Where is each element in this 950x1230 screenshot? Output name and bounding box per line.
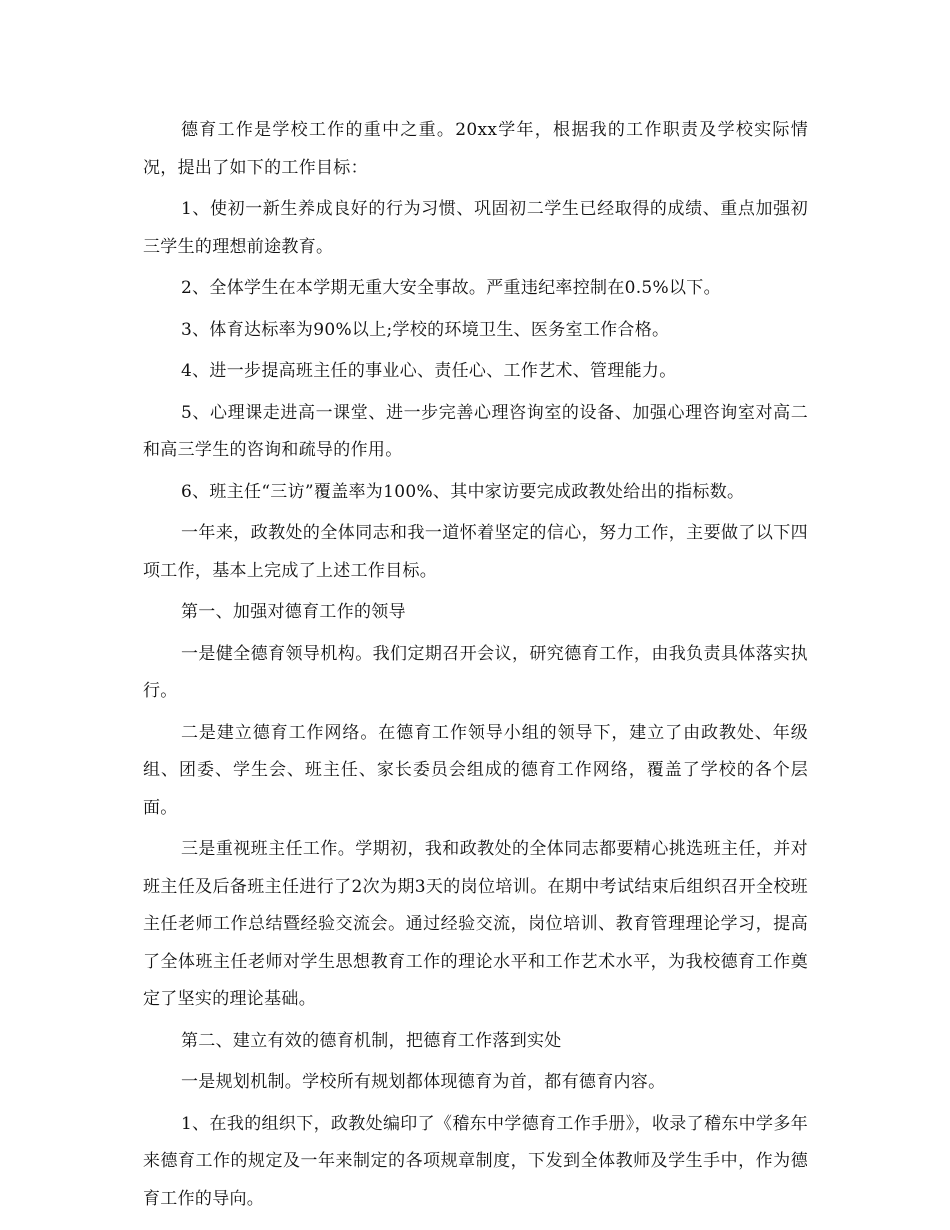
paragraph-leadership-3: 三是重视班主任工作。学期初，我和政教处的全体同志都要精心挑选班主任，并对班主任及后备班主任进行了2次为期3天的岗位培训。在期中考试结束后组织召开全校班主任老师工作总结暨经验交流会。通过经验交流，岗位培训、教育管理理论学习，提高了全体班主任老师对学生思想教育工作的理论水平和工作艺术水平，为我校德育工作奠定了坚实的理论基础。 [143, 839, 808, 1009]
paragraph-goal-1: 1、使初一新生养成良好的行为习惯、巩固初二学生已经取得的成绩、重点加强初三学生的理想前途教育。 [143, 199, 808, 257]
paragraph-summary: 一年来，政教处的全体同志和我一道怀着坚定的信心，努力工作，主要做了以下四项工作，基本上完成了上述工作目标。 [143, 523, 808, 581]
paragraph-goal-4: 4、进一步提高班主任的事业心、责任心、工作艺术、管理能力。 [181, 361, 677, 381]
paragraph-goal-2: 2、全体学生在本学期无重大安全事故。严重违纪率控制在0.5%以下。 [181, 278, 721, 298]
paragraph-leadership-1: 一是健全德育领导机构。我们定期召开会议，研究德育工作，由我负责具体落实执行。 [143, 643, 808, 701]
paragraph-leadership-2: 二是建立德育工作网络。在德育工作领导小组的领导下，建立了由政教处、年级组、团委、学生会、班主任、家长委员会组成的德育工作网络，覆盖了学校的各个层面。 [143, 722, 808, 818]
paragraph-goal-6: 6、班主任“三访”覆盖率为100%、其中家访要完成政教处给出的指标数。 [181, 481, 745, 502]
paragraph-goal-3: 3、体育达标率为90%以上;学校的环境卫生、医务室工作合格。 [181, 319, 670, 340]
section-heading-first: 第一、加强对德育工作的领导 [181, 602, 406, 622]
section-heading-second: 第二、建立有效的德育机制，把德育工作落到实处 [181, 1030, 562, 1051]
paragraph-mechanism-1: 一是规划机制。学校所有规划都体现德育为首，都有德育内容。 [181, 1072, 666, 1092]
paragraph-goal-5: 5、心理课走进高一课堂、进一步完善心理咨询室的设备、加强心理咨询室对高二和高三学生的咨询和疏导的作用。 [143, 402, 808, 460]
document-body [143, 112, 808, 1222]
paragraph-mechanism-handbook: 1、在我的组织下，政教处编印了《稽东中学德育工作手册》，收录了稽东中学多年来德育工作的规定及一年来制定的各项规章制度，下发到全体教师及学生手中，作为德育工作的导向。 [143, 1113, 808, 1209]
paragraph-intro: 德育工作是学校工作的重中之重。20xx学年，根据我的工作职责及学校实际情况，提出了如下的工作目标： [143, 120, 808, 178]
